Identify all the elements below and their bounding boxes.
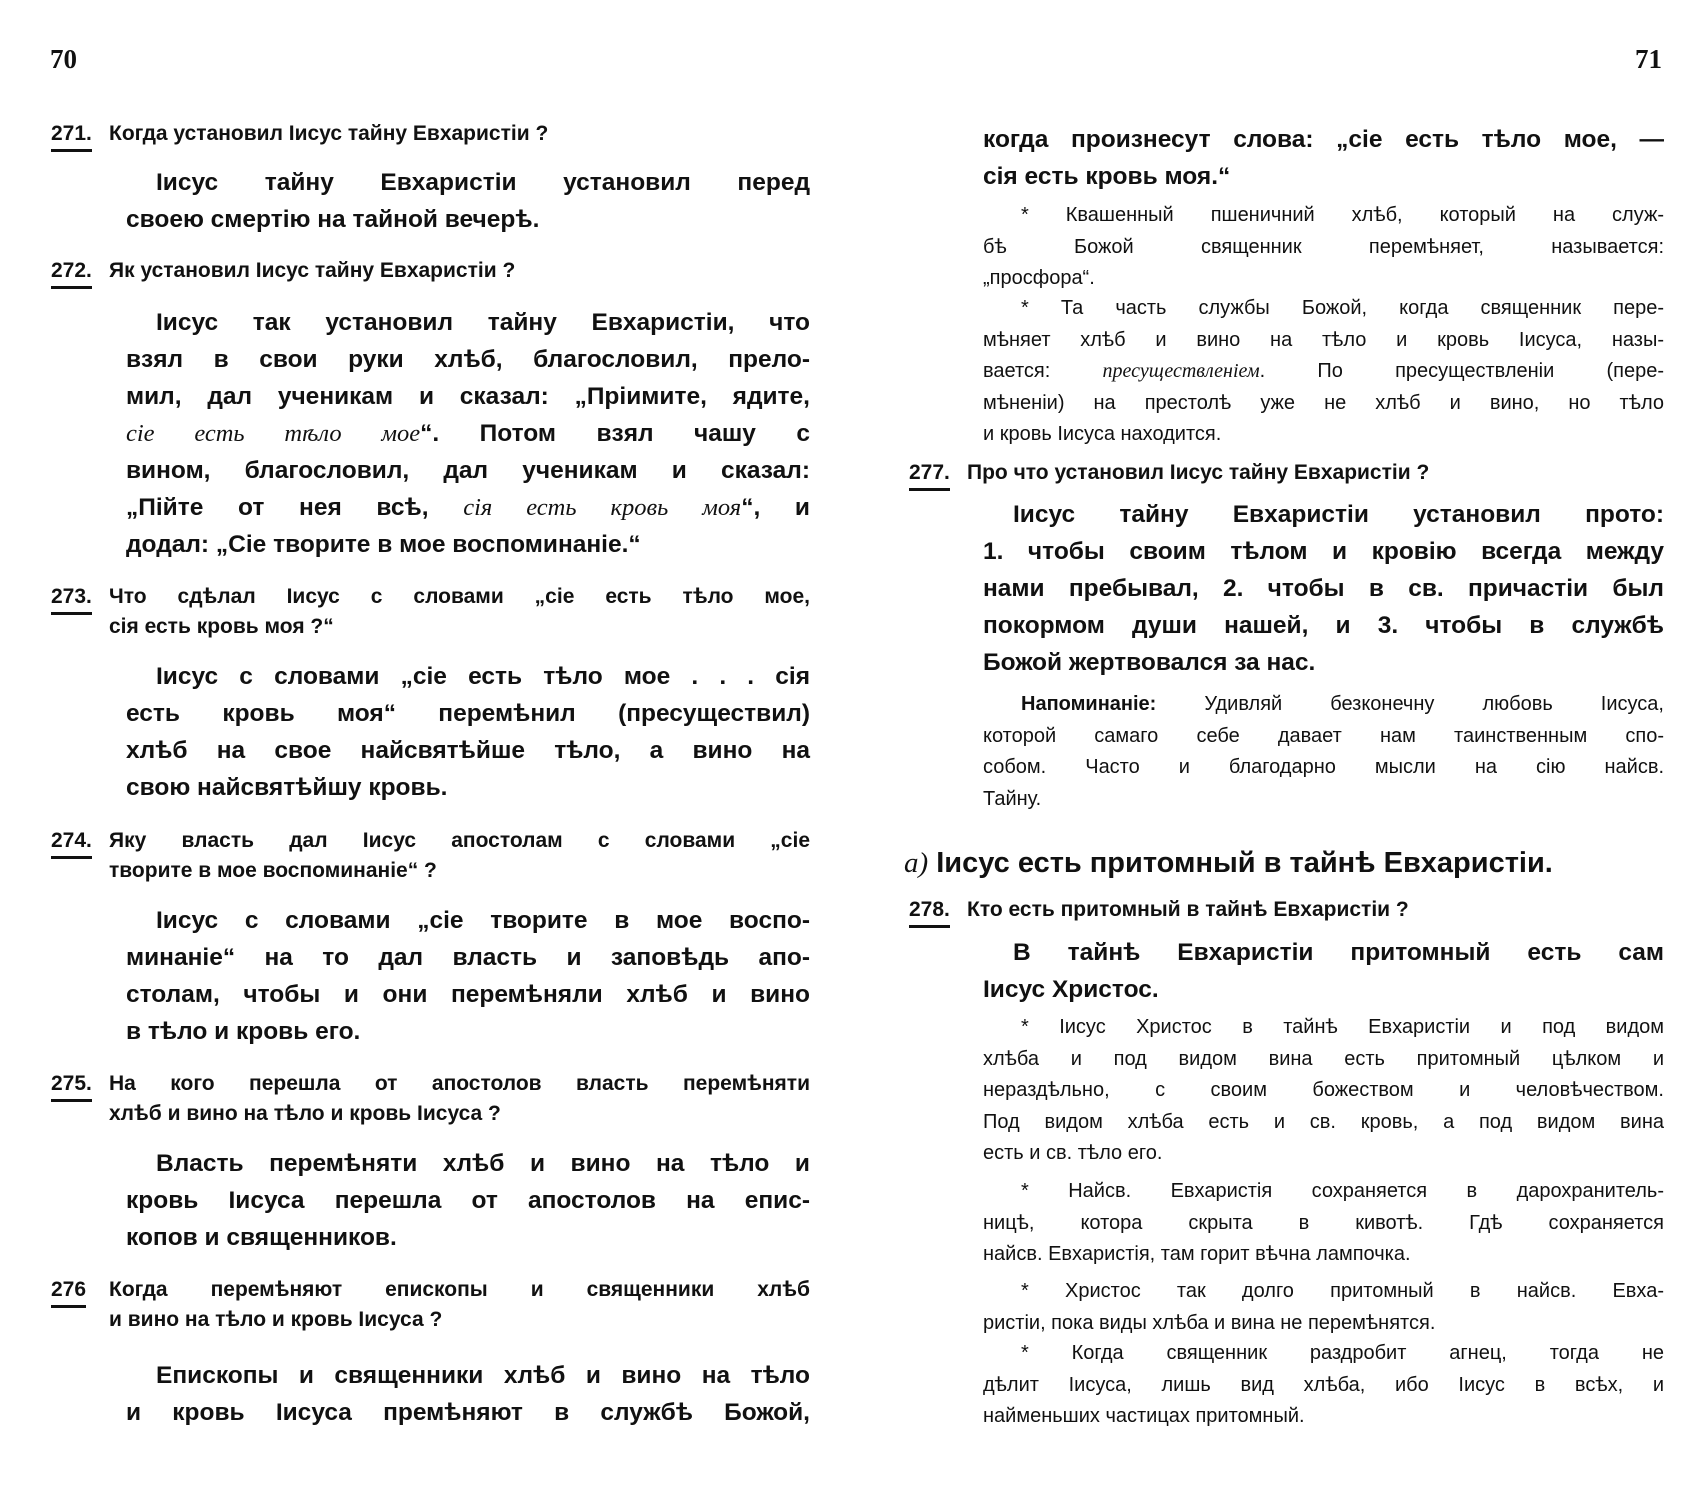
question-number: 278. bbox=[909, 895, 950, 928]
question-number: 275. bbox=[51, 1069, 92, 1102]
question-276 bbox=[51, 1275, 810, 1335]
text-line: есть кровь моя“ перемѣнил (пресуществил) bbox=[126, 700, 810, 727]
text-line: * Христос так долго притомный в найсв. Евха- bbox=[1021, 1280, 1664, 1302]
question-272 bbox=[51, 256, 810, 286]
note bbox=[983, 689, 1664, 815]
answer bbox=[126, 1357, 810, 1431]
text-line: Іисус с словами „сіе есть тѣло мое . . . сія bbox=[156, 663, 810, 690]
text-line: Іисус тайну Евхаристіи установил перед bbox=[156, 169, 810, 196]
text-line: творите в мое воспоминаніе“ ? bbox=[109, 859, 437, 882]
question-number: 272. bbox=[51, 256, 92, 289]
text-line: нами пребывал, 2. чтобы в св. причастіи был bbox=[983, 575, 1664, 602]
answer bbox=[126, 164, 810, 238]
question-273 bbox=[51, 582, 810, 642]
text-line: „Пійте от нея всѣ, сія есть кровь моя“, и bbox=[126, 494, 810, 521]
text-line: мил, дал ученикам и сказал: „Пріимите, ядите, bbox=[126, 383, 810, 410]
italic-text: а) bbox=[904, 847, 929, 879]
answer bbox=[126, 902, 810, 1050]
text-line: в тѣло и кровь его. bbox=[126, 1018, 361, 1045]
text-line: бѣ Божой священник перемѣняет, называется: bbox=[983, 235, 1664, 258]
text-line: а) Іисус есть притомный в тайнѣ Евхаристіи. bbox=[904, 847, 1553, 879]
question-275 bbox=[51, 1069, 810, 1129]
page-number-right: 71 bbox=[1635, 44, 1662, 74]
bold-label: Напоминаніе: bbox=[1021, 693, 1157, 715]
question-number: 274. bbox=[51, 826, 92, 859]
text-line: и кровь Іисуса находится. bbox=[983, 423, 1222, 445]
text-line: хлѣба и под видом вина есть притомный цѣлком и bbox=[983, 1047, 1664, 1070]
text-line: Кто есть притомный в тайнѣ Евхаристіи ? bbox=[967, 898, 1409, 921]
text-line: * Найсв. Евхаристія сохраняется в дарохранитель- bbox=[1021, 1180, 1664, 1202]
text-line: Епископы и священники хлѣб и вино на тѣло bbox=[156, 1362, 810, 1389]
note bbox=[983, 1176, 1664, 1271]
text-line: когда произнесут слова: „сіе есть тѣло мое, — bbox=[983, 126, 1664, 153]
answer bbox=[983, 121, 1664, 195]
text-line: Когда установил Іисус тайну Евхаристіи ? bbox=[109, 122, 549, 145]
text-line: вается: пресуществленіем. По пресуществленіи (пере- bbox=[983, 360, 1664, 382]
text-line: Іисус тайну Евхаристіи установил прото: bbox=[1013, 501, 1664, 528]
text-line: мѣненіи) на престолѣ уже не хлѣб и вино, но тѣло bbox=[983, 391, 1664, 414]
text-line: найсв. Евхаристія, там горит вѣчна лампочка. bbox=[983, 1243, 1411, 1265]
section-heading bbox=[904, 845, 1664, 881]
text-line: Когда перемѣняют епископы и священники хлѣб bbox=[109, 1278, 810, 1301]
text-line: хлѣб и вино на тѣло и кровь Іисуса ? bbox=[109, 1102, 501, 1125]
text-line: Божой жертвовался за нас. bbox=[983, 649, 1316, 676]
text-line: * Та часть службы Божой, когда священник пере- bbox=[1021, 297, 1664, 319]
note bbox=[983, 1338, 1664, 1433]
text-line: * Квашенный пшеничний хлѣб, который на служ- bbox=[1021, 204, 1664, 226]
text-line: Власть перемѣняти хлѣб и вино на тѣло и bbox=[156, 1150, 810, 1177]
question-number: 271. bbox=[51, 119, 92, 152]
text-line: дѣлит Іисуса, лишь вид хлѣба, ибо Іисус в всѣх, и bbox=[983, 1373, 1664, 1396]
text-line: Что сдѣлал Іисус с словами „сіе есть тѣло мое, bbox=[109, 585, 810, 608]
italic-text: пресуществленіем bbox=[1102, 360, 1260, 382]
text-line: кровь Іисуса перешла от апостолов на епис- bbox=[126, 1187, 810, 1214]
text-line: На кого перешла от апостолов власть перемѣняти bbox=[109, 1072, 810, 1095]
text-line: 1. чтобы своим тѣлом и кровію всегда между bbox=[983, 538, 1664, 565]
text-line: столам, чтобы и они перемѣняли хлѣб и вино bbox=[126, 981, 810, 1008]
answer bbox=[126, 304, 810, 563]
text-line: Іисус Христос. bbox=[983, 976, 1159, 1003]
text-line: вином, благословил, дал ученикам и сказал: bbox=[126, 457, 810, 484]
text-line: Напоминаніе: Удивляй безконечну любовь Іисуса, bbox=[1021, 693, 1664, 715]
answer bbox=[983, 496, 1664, 681]
text-line: Іисус с словами „сіе творите в мое воспо- bbox=[156, 907, 810, 934]
text-line: и кровь Іисуса премѣняют в службѣ Божой, bbox=[126, 1399, 810, 1426]
text-line: копов и священников. bbox=[126, 1224, 397, 1251]
question-number: 276 bbox=[51, 1275, 86, 1308]
text-line: Яку власть дал Іисус апостолам с словами „сіе bbox=[109, 829, 810, 852]
text-line: сія есть кровь моя ?“ bbox=[109, 615, 334, 638]
page-number-left: 70 bbox=[50, 44, 77, 74]
note bbox=[983, 200, 1664, 295]
text-line: сія есть кровь моя.“ bbox=[983, 163, 1231, 190]
text-line: мѣняет хлѣб и вино на тѣло и кровь Іисуса, назы- bbox=[983, 328, 1664, 351]
text-line: взял в свои руки хлѣб, благословил, прело- bbox=[126, 346, 810, 373]
question-number: 273. bbox=[51, 582, 92, 615]
text-line: ницѣ, котора скрыта в кивотѣ. Гдѣ сохраняется bbox=[983, 1211, 1664, 1234]
text-line: Тайну. bbox=[983, 787, 1042, 810]
text-line: сіе есть тѣло мое“. Потом взял чашу с bbox=[126, 420, 810, 447]
text-line: ристіи, пока виды хлѣба и вина не перемѣнятся. bbox=[983, 1311, 1436, 1334]
text-line: Про что установил Іисус тайну Евхаристіи ? bbox=[967, 461, 1430, 484]
answer bbox=[126, 1145, 810, 1256]
text-line: Под видом хлѣба есть и св. кровь, а под видом вина bbox=[983, 1110, 1664, 1133]
question-277 bbox=[909, 458, 1664, 488]
text-line: покормом души нашей, и 3. чтобы в службѣ bbox=[983, 612, 1664, 639]
question-271 bbox=[51, 119, 810, 149]
question-number: 277. bbox=[909, 458, 950, 491]
text-line: „просфора“. bbox=[983, 267, 1095, 289]
text-line: Іисус так установил тайну Евхаристіи, что bbox=[156, 309, 810, 336]
text-line: * Іисус Христос в тайнѣ Евхаристіи и под видом bbox=[1021, 1016, 1664, 1038]
note bbox=[983, 293, 1664, 451]
text-line: свою найсвятѣйшу кровь. bbox=[126, 774, 448, 801]
answer bbox=[126, 658, 810, 806]
text-line: хлѣб на свое найсвятѣйше тѣло, а вино на bbox=[126, 737, 810, 764]
text-line: собом. Часто и благодарно мысли на сію найсв. bbox=[983, 756, 1664, 778]
text-line: минаніе“ на то дал власть и заповѣдь апо- bbox=[126, 944, 810, 971]
text-line: которой самаго себе давает нам таинственным спо- bbox=[983, 724, 1664, 747]
italic-text: сіе есть тѣло мое bbox=[126, 420, 421, 447]
note bbox=[983, 1276, 1664, 1339]
text-line: есть и св. тѣло его. bbox=[983, 1142, 1163, 1164]
note bbox=[983, 1012, 1664, 1170]
text-line: Як установил Іисус тайну Евхаристіи ? bbox=[109, 259, 516, 282]
text-line: В тайнѣ Евхаристіи притомный есть сам bbox=[1013, 939, 1664, 966]
text-line: и вино на тѣло и кровь Іисуса ? bbox=[109, 1308, 443, 1331]
text-line: нераздѣльно, с своим божеством и человѣчеством. bbox=[983, 1079, 1664, 1101]
question-274 bbox=[51, 826, 810, 886]
italic-text: сія есть кровь моя bbox=[463, 494, 742, 521]
text-line: додал: „Сіе творите в мое воспоминаніе.“ bbox=[126, 531, 641, 558]
question-278 bbox=[909, 895, 1664, 925]
answer bbox=[983, 934, 1664, 1008]
text-line: своею смертію на тайной вечерѣ. bbox=[126, 206, 540, 233]
text-line: * Когда священник раздробит агнец, тогда не bbox=[1021, 1342, 1664, 1364]
text-line: найменьших частицах притомный. bbox=[983, 1405, 1305, 1427]
